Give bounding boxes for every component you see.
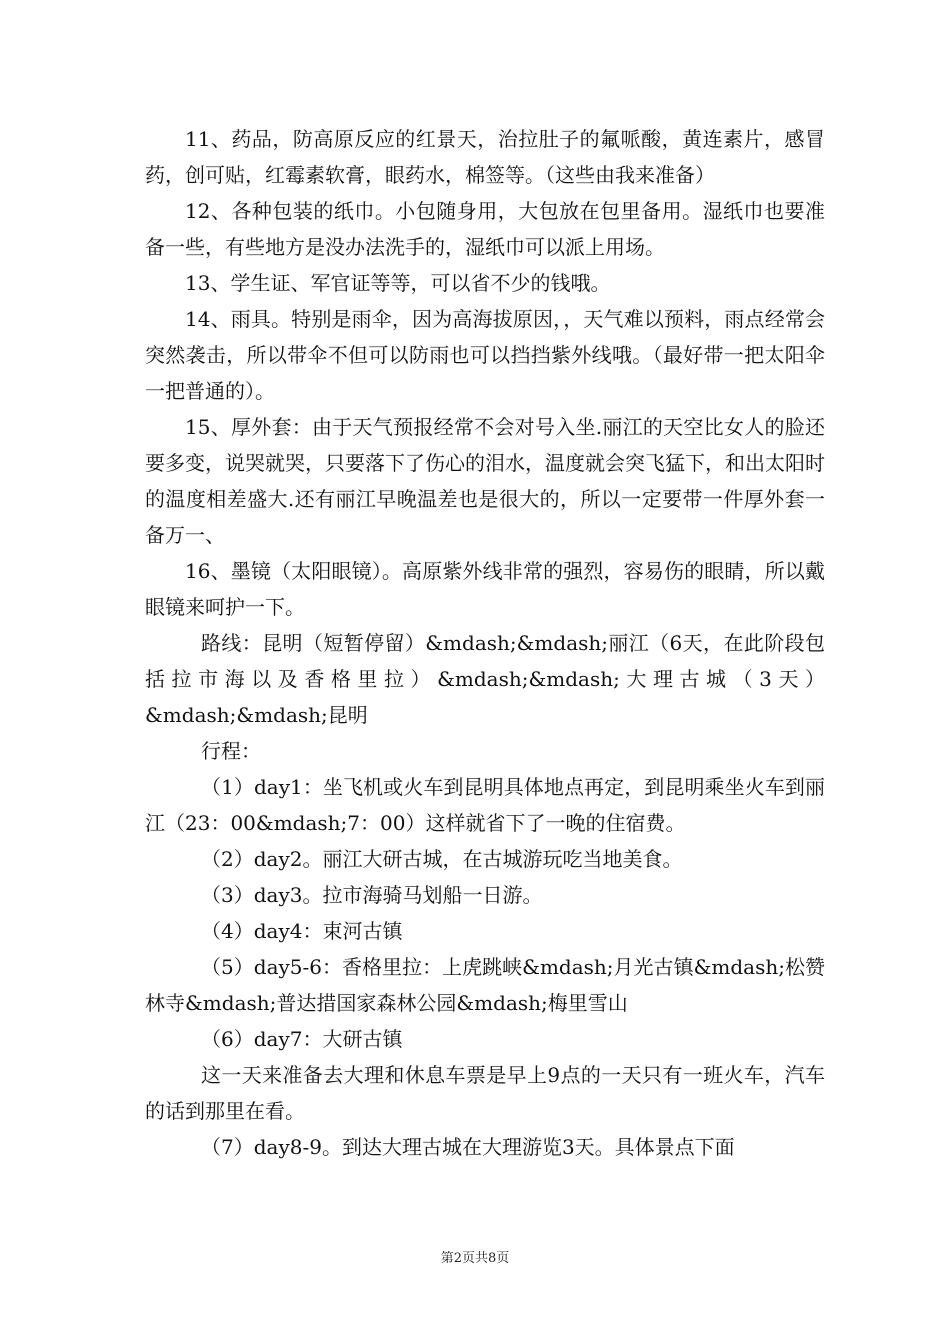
paragraph-rain-gear: 14、雨具。特别是雨伞，因为高海拔原因，，天气难以预料，雨点经常会突然袭击，所以带伞不但可以防雨也可以挡挡紫外线哦。（最好带一把太阳伞一把普通的）。 — [145, 307, 825, 403]
paragraph-tissues: 12、各种包装的纸巾。小包随身用，大包放在包里备用。湿纸巾也要准备一些，有些地方是没办法洗手的，湿纸巾可以派上用场。 — [145, 199, 825, 259]
paragraph-day3: （3）day3。拉市海骑马划船一日游。 — [201, 883, 543, 907]
paragraph-day1: （1）day1：坐飞机或火车到昆明具体地点再定，到昆明乘坐火车到丽江（23：00&mdash;7：00）这样就省下了一晚的住宿费。 — [145, 775, 825, 835]
paragraph-day8-9: （7）day8-9。到达大理古城在大理游览3天。具体景点下面 — [201, 1135, 735, 1159]
paragraph-sunglasses: 16、墨镜（太阳眼镜）。高原紫外线非常的强烈，容易伤的眼睛，所以戴眼镜来呵护一下。 — [145, 559, 825, 619]
page-number-footer: 第2页共8页 — [440, 1251, 510, 1266]
paragraph-thick-coat: 15、厚外套：由于天气预报经常不会对号入坐.丽江的天空比女人的脸还要多变，说哭就哭，只要落下了伤心的泪水，温度就会突飞猛下，和出太阳时的温度相差盛大.还有丽江早晚温差也是很大的，所以一定要带一件厚外套一备万一、 — [145, 415, 825, 547]
paragraph-itinerary-heading: 行程： — [201, 739, 261, 763]
paragraph-day2: （2）day2。丽江大研古城，在古城游玩吃当地美食。 — [201, 847, 683, 871]
document-body — [145, 121, 825, 1165]
paragraph-day4: （4）day4：束河古镇 — [201, 919, 403, 943]
paragraph-dali-prep: 这一天来准备去大理和休息车票是早上9点的一天只有一班火车，汽车的话到那里在看。 — [145, 1063, 825, 1123]
paragraph-student-id: 13、学生证、军官证等等，可以省不少的钱哦。 — [185, 271, 611, 295]
paragraph-day7: （6）day7：大研古镇 — [201, 1027, 403, 1051]
paragraph-medicine: 11、药品，防高原反应的红景天，治拉肚子的氟哌酸，黄连素片，感冒药，创可贴，红霉素软膏，眼药水，棉签等。（这些由我来准备） — [145, 127, 825, 187]
paragraph-day5-6: （5）day5-6：香格里拉：上虎跳峡&mdash;月光古镇&mdash;松赞林寺&mdash;普达措国家森林公园&mdash;梅里雪山 — [145, 955, 825, 1015]
paragraph-route: 路线：昆明（短暂停留）&mdash;&mdash;丽江（6天，在此阶段包括拉市海以及香格里拉）&mdash;&mdash;大理古城（3天）&mdash;&mdash;昆明 — [145, 631, 825, 727]
